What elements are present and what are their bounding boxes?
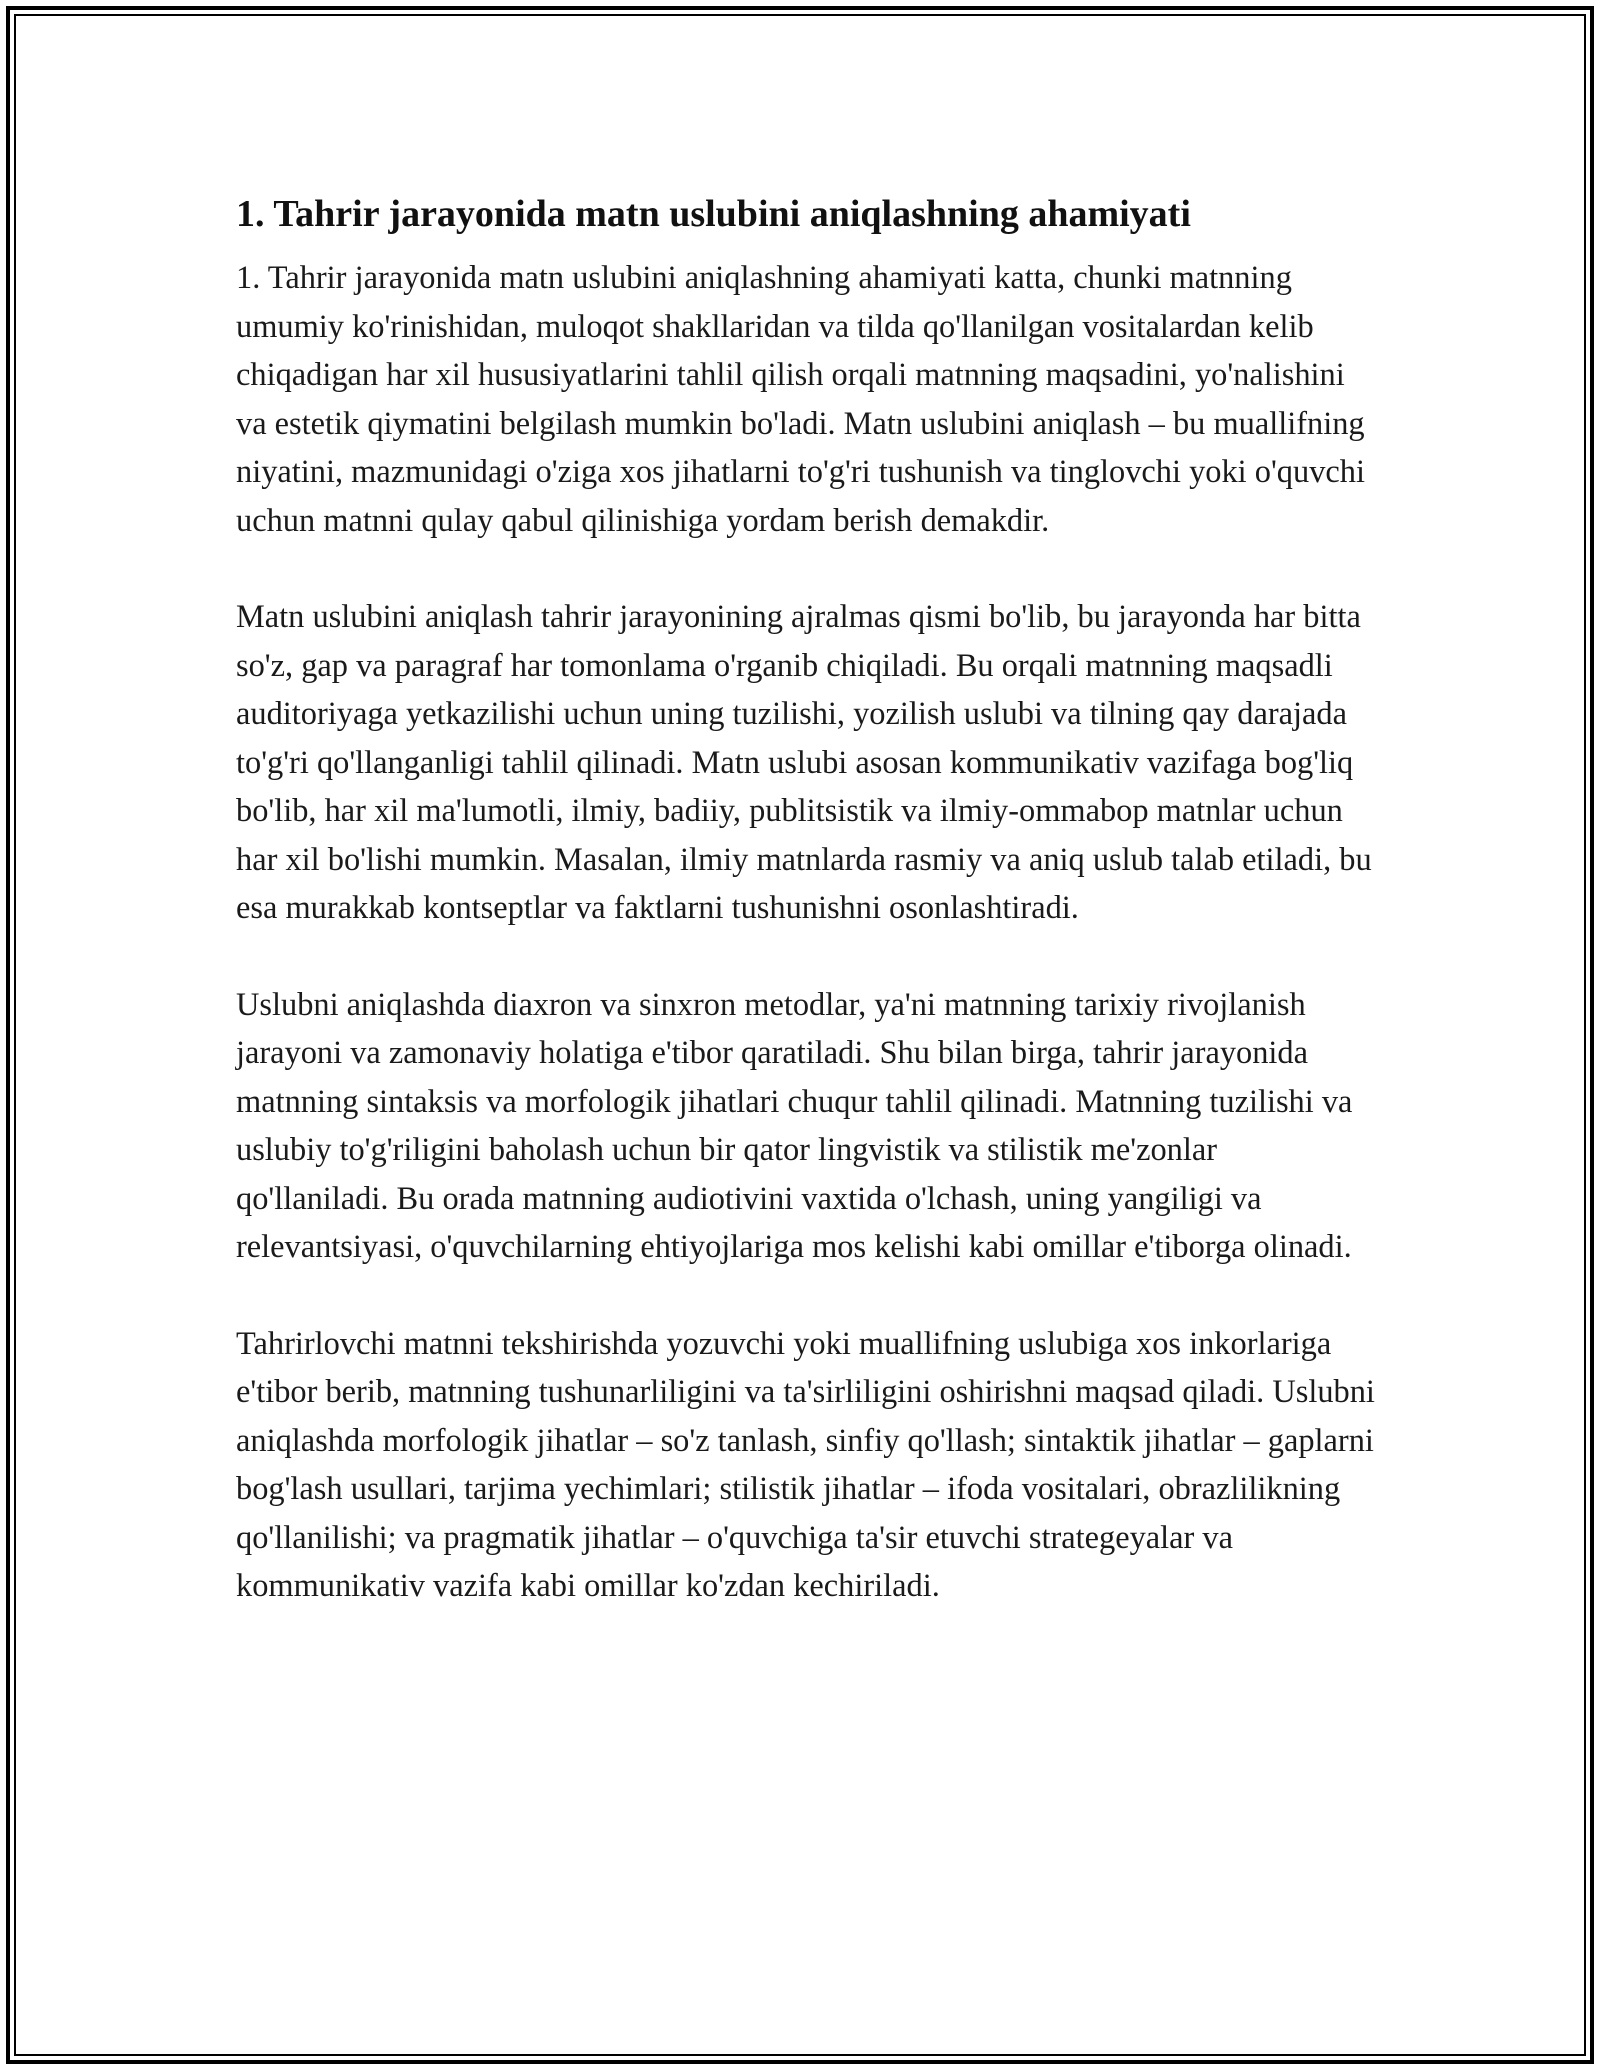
paragraph-3: Uslubni aniqlashda diaxron va sinxron metodlar, ya'ni matnning tarixiy rivojlanish jarayoni va zamonaviy holatiga e'tibor qaratiladi. Shu bilan birga, tahrir jarayonida matnning sintaksis va morfologik jihatlari chuqur tahlil qilinadi. Matnning tuzilishi va uslubiy to'g'riligini baholash uchun bir qator lingvistik va stilistik me'zonlar qo'llaniladi. Bu orada matnning audiotivini vaxtida o'lchash, uning yangiligi va relevantsiyasi, o'quvchilarning ehtiyojlariga mos kelishi kabi omillar e'tiborga olinadi. [236,986,1353,1265]
paragraph-2: Matn uslubini aniqlash tahrir jarayonining ajralmas qismi bo'lib, bu jarayonda har bitta so'z, gap va paragraf har tomonlama o'rganib chiqiladi. Bu orqali matnning maqsadli auditoriyaga yetkazilishi uchun uning tuzilishi, yozilish uslubi va tilning qay darajada to'g'ri qo'llanganligi tahlil qilinadi. Matn uslubi asosan kommunikativ vazifaga bog'liq bo'lib, har xil ma'lumotli, ilmiy, badiiy, publitsistik va ilmiy-ommabop matnlar uchun har xil bo'lishi mumkin. Masalan, ilmiy matnlarda rasmiy va aniq uslub talab etiladi, bu esa murakkab kontseptlar va faktlarni tushunishni osonlashtiradi. [236,599,1372,926]
document-title: 1. Tahrir jarayonida matn uslubini aniqlashning ahamiyati [236,193,1191,235]
document-body [236,188,1376,1659]
paragraph-1: 1. Tahrir jarayonida matn uslubini aniqlashning ahamiyati katta, chunki matnning umumiy ko'rinishidan, muloqot shakllaridan va tilda qo'llanilgan vositalardan kelib chiqadigan har xil hususiyatlarini tahlil qilish orqali matnning maqsadini, yo'nalishini va estetik qiymatini belgilash mumkin bo'ladi. Matn uslubini aniqlash – bu muallifning niyatini, mazmunidagi o'ziga xos jihatlarni to'g'ri tushunish va tinglovchi yoki o'quvchi uchun matnni qulay qabul qilinishiga yordam berish demakdir. [236,260,1365,539]
paragraph-4: Tahrirlovchi matnni tekshirishda yozuvchi yoki muallifning uslubiga xos inkorlariga e'tibor berib, matnning tushunarliligini va ta'sirliligini oshirishni maqsad qiladi. Uslubni aniqlashda morfologik jihatlar – so'z tanlash, sinfiy qo'llash; sintaktik jihatlar – gaplarni bog'lash usullari, tarjima yechimlari; stilistik jihatlar – ifoda vositalari, obrazlilikning qo'llanilishi; va pragmatik jihatlar – o'quvchiga ta'sir etuvchi strategeyalar va kommunikativ vazifa kabi omillar ko'zdan kechiriladi. [236,1325,1375,1604]
